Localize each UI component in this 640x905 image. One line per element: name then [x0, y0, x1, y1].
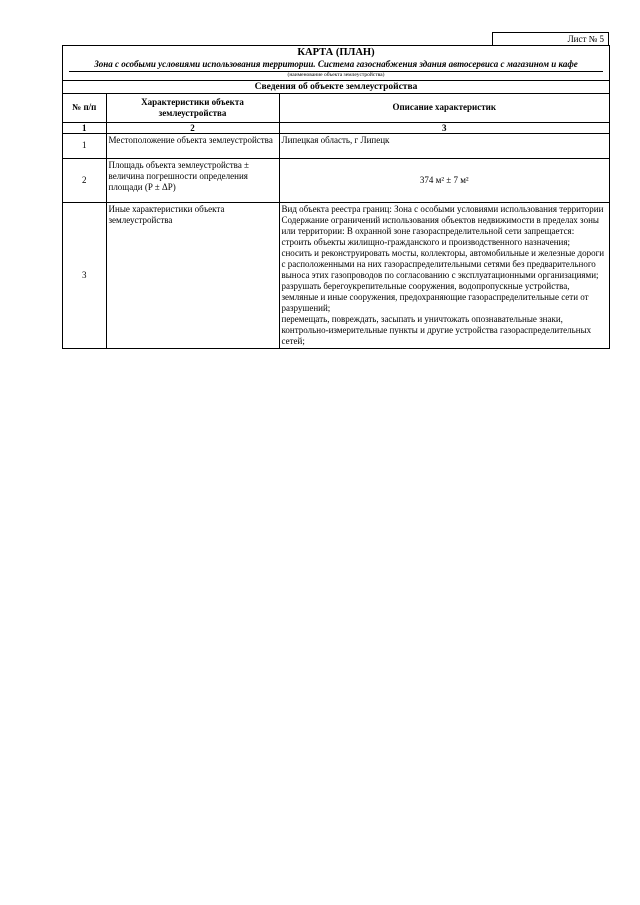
- table-row: [63, 158, 609, 202]
- column-number: 2: [106, 122, 279, 133]
- row-characteristic: Площадь объекта землеустройства ± величина погрешности определения площади (P ± ΔP): [106, 158, 279, 202]
- table-row: [63, 133, 609, 158]
- section-title: Сведения об объекте землеустройства: [63, 81, 609, 94]
- description-line: перемещать, повреждать, засыпать и уничтожать опознавательные знаки, контрольно-измерительные пункты и другие устройства газораспределительных сетей;: [281, 313, 592, 346]
- table-row: [63, 202, 609, 348]
- row-description: Липецкая область, г Липецк: [279, 133, 609, 158]
- table-header-row: [63, 94, 609, 122]
- column-number: 3: [279, 122, 609, 133]
- row-number: 1: [63, 133, 106, 158]
- header-cell-number: № п/п: [63, 94, 106, 122]
- document-title: КАРТА (ПЛАН): [297, 47, 375, 58]
- characteristics-table: [63, 94, 609, 348]
- document-subtitle: Зона с особыми условиями использования территории. Система газоснабжения здания автосервиса с магазином и кафе: [94, 59, 578, 69]
- column-number-row: [63, 122, 609, 133]
- row-characteristic: Иные характеристики объекта землеустройства: [106, 202, 279, 348]
- description-line: сносить и реконструировать мосты, коллекторы, автомобильные и железные дороги с расположенными на них газораспределительными сетями без предварительного выноса этих газопроводов по согласованию с эксплуатационными организациями;: [281, 247, 605, 280]
- row-description: 374 м² ± 7 м²: [279, 158, 609, 202]
- description-line: строить объекты жилищно-гражданского и производственного назначения;: [281, 236, 570, 247]
- header-cell-characteristic: Характеристики объекта землеустройства: [106, 94, 279, 122]
- row-number: 2: [63, 158, 106, 202]
- subtitle-caption: (наименование объекта землеустройства): [287, 72, 385, 78]
- description-line: Вид объекта реестра границ: Зона с особыми условиями использования территории: [281, 203, 604, 214]
- row-number: 3: [63, 202, 106, 348]
- header-cell-description: Описание характеристик: [279, 94, 609, 122]
- column-number: 1: [63, 122, 106, 133]
- document-table-frame: [62, 45, 610, 349]
- description-line: разрушать берегоукрепительные сооружения, водопропускные устройства, земляные и иные сооружения, предохраняющие газораспределительные сети от разрушений;: [281, 280, 589, 313]
- description-line: Содержание ограничений использования объектов недвижимости в пределах зоны или территории: В охранной зоне газораспределительной сети запрещается:: [281, 214, 599, 236]
- row-characteristic: Местоположение объекта землеустройства: [106, 133, 279, 158]
- sheet-number-label: Лист № 5: [492, 32, 609, 45]
- row-description: [279, 202, 609, 348]
